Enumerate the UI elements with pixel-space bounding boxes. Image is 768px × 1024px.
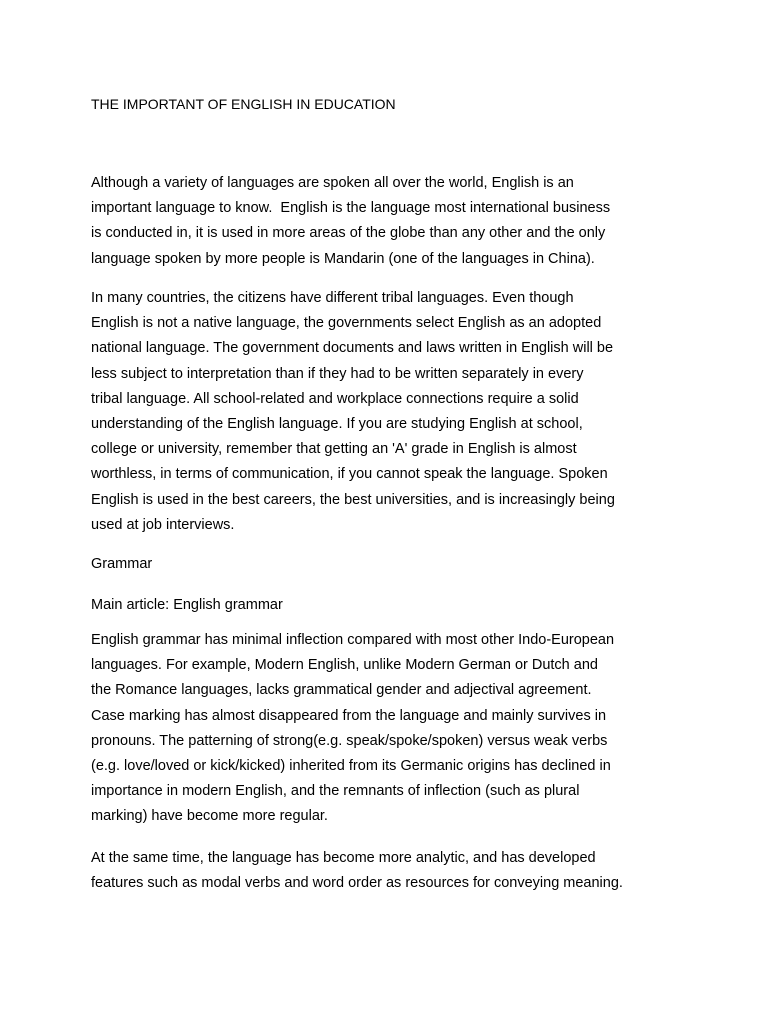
section-heading-grammar: Grammar <box>91 556 153 572</box>
document-title: THE IMPORTANT OF ENGLISH IN EDUCATION <box>91 96 396 112</box>
paragraph-intro: Although a variety of languages are spoken all over the world, English is an important language to know. English is the language most international business is conducted in, it is used in more areas of the globe than any other and the only language spoken by more people is Mandarin (one of the languages in China). <box>91 175 611 267</box>
main-article-note: Main article: English grammar <box>91 597 283 613</box>
paragraph-countries: In many countries, the citizens have different tribal languages. Even though English is not a native language, the governments select English as an adopted national language. The government documents and laws written in English will be less subject to interpretation than if they had to be written separately in every tribal language. All school-related and workplace connections require a solid understanding of the English language. If you are studying English at school, college or university, remember that getting an 'A' grade in English is almost worthless, in terms of communication, if you cannot speak the language. Spoken English is used in the best careers, the best universities, and is increasingly being used at job interviews. <box>91 290 615 533</box>
paragraph-analytic: At the same time, the language has become more analytic, and has developed features such as modal verbs and word order as resources for conveying meaning. <box>91 850 623 892</box>
paragraph-grammar: English grammar has minimal inflection compared with most other Indo-European languages. For example, Modern English, unlike Modern German or Dutch and the Romance languages, lacks grammatical gender and adjectival agreement. Case marking has almost disappeared from the language and mainly survives in pronouns. The patterning of strong(e.g. speak/spoke/spoken) versus weak verbs (e.g. love/loved or kick/kicked) inherited from its Germanic origins has declined in importance in modern English, and the remnants of inflection (such as plural marking) have become more regular. <box>91 632 615 825</box>
